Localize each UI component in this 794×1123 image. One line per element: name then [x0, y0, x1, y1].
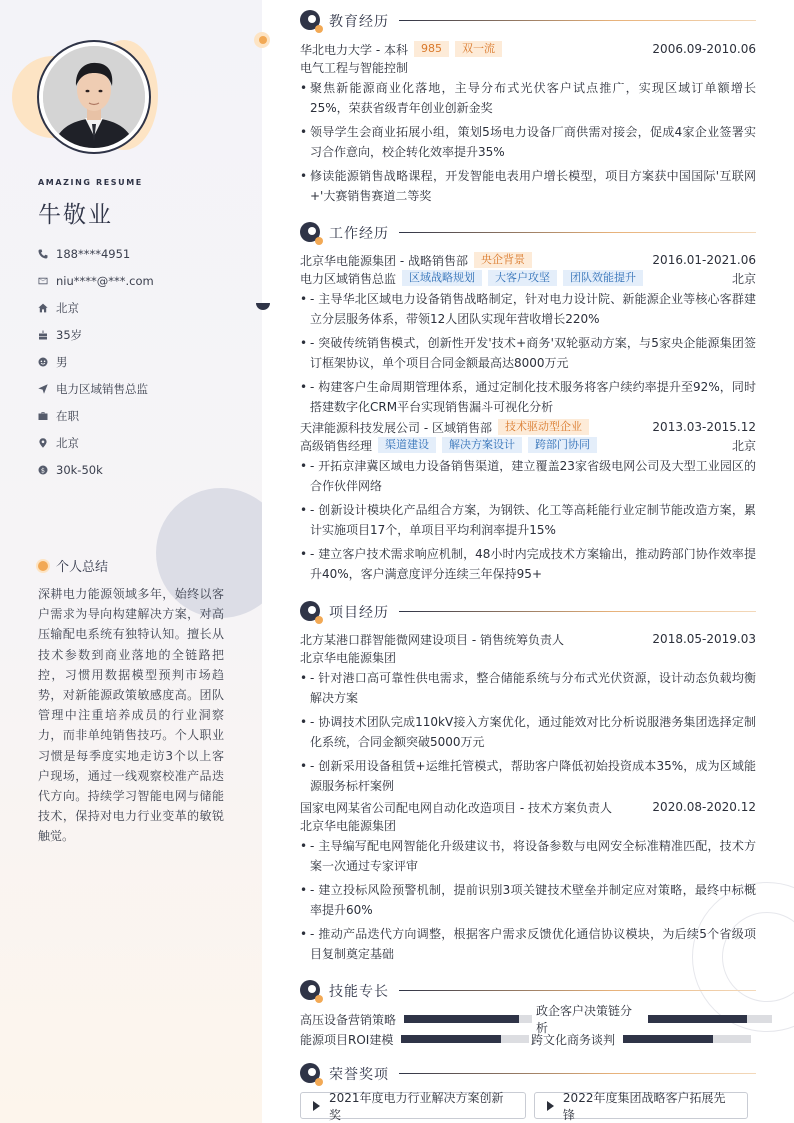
list-item: • - 协调技术团队完成110kV接入方案优化，通过能效对比分析说服港务集团选择定制化系统，合同金额突破5000万元	[300, 712, 756, 752]
list-item: • - 推动产品迭代方向调整，根据客户需求反馈优化通信协议模块，为后续5个省级项目复制奠定基础	[300, 924, 756, 964]
section-divider	[399, 1073, 756, 1074]
work-entry	[300, 251, 756, 421]
skill-name: 政企客户决策链分析	[536, 1004, 633, 1035]
work-company-tag: 央企背景	[474, 252, 532, 268]
section-icon	[300, 222, 321, 243]
info-position	[38, 375, 154, 402]
list-item: • - 建立客户技术需求响应机制，48小时内完成技术方案输出，推动跨部门协作效率提升40%，客户满意度评分连续三年保持95+	[300, 544, 756, 584]
section-work-header	[300, 222, 756, 243]
skill-name: 跨文化商务谈判	[531, 1032, 616, 1047]
work-company: 天津能源科技发展公司 - 区域销售部	[300, 420, 492, 435]
skill-item	[300, 1031, 531, 1048]
list-item: • - 针对港口高可靠性供电需求，整合储能系统与分布式光伏资源，设计动态负载均衡解决方案	[300, 668, 756, 708]
play-icon	[547, 1101, 554, 1111]
project-bullets	[300, 668, 756, 796]
salary-icon	[38, 465, 48, 475]
list-item: • 聚焦新能源商业化落地，主导分布式光伏客户试点推广，实现区域订单额增长25%，荣获省级青年创业创新金奖	[300, 78, 756, 118]
skill-bar-fill	[623, 1035, 713, 1043]
work-company-tag: 技术驱动型企业	[498, 419, 589, 435]
project-title-row	[300, 798, 756, 816]
awards-list	[300, 1090, 756, 1122]
skill-bar-fill	[404, 1015, 519, 1023]
section-icon	[300, 10, 321, 31]
list-item: • - 创新采用设备租赁+运维托管模式，帮助客户降低初始投资成本35%，成为区域能源服务标杆案例	[300, 756, 756, 796]
award-badge	[300, 1090, 526, 1122]
summary-dot-icon	[38, 561, 48, 571]
work-city: 北京	[731, 438, 756, 453]
avatar	[43, 46, 145, 148]
project-title-row	[300, 630, 756, 648]
position-text: 电力区域销售总监	[56, 381, 148, 396]
section-icon	[300, 1063, 321, 1084]
education-tag: 985	[414, 41, 449, 57]
info-email	[38, 267, 154, 294]
work-role-tag: 团队效能提升	[563, 270, 643, 286]
info-phone	[38, 240, 154, 267]
section-skills-header	[300, 980, 756, 1001]
contact-info-list	[38, 240, 154, 483]
education-major: 电气工程与智能控制	[300, 60, 409, 75]
info-gender	[38, 348, 154, 375]
award-text: 2022年度集团战略客户拓展先锋	[562, 1090, 726, 1122]
work-entry	[300, 418, 756, 588]
list-item: • - 突破传统销售模式，创新性开发'技术+商务'双轮驱动方案，与5家央企能源集团签订框架协议，单个项目合同金额最高达8000万元	[300, 333, 756, 373]
project-org: 北京华电能源集团	[300, 818, 397, 833]
work-company: 北京华电能源集团 - 战略销售部	[300, 253, 468, 268]
work-role: 高级销售经理	[300, 438, 373, 453]
work-company-row	[300, 418, 756, 436]
education-date: 2006.09-2010.06	[652, 42, 756, 56]
phone-text: 188****4951	[56, 246, 131, 261]
work-role-tag: 解决方案设计	[442, 437, 522, 453]
education-school-group	[300, 41, 502, 58]
education-tag: 双一流	[455, 41, 502, 57]
summary-header	[38, 556, 108, 575]
salary-text: 30k-50k	[56, 462, 103, 477]
status-text: 在职	[56, 408, 79, 423]
decorative-dot	[254, 32, 270, 48]
work-role-group	[300, 270, 643, 287]
mail-icon	[38, 276, 48, 286]
work-bullets	[300, 456, 756, 584]
work-role-row	[300, 436, 756, 454]
skill-bar-fill	[648, 1015, 747, 1023]
list-item: • - 主导华北区域电力设备销售战略制定，针对电力设计院、新能源企业等核心客群建立分层服务体系，带领12人团队实现年营收增长220%	[300, 289, 756, 329]
skill-name: 能源项目ROI建模	[300, 1032, 394, 1047]
section-divider	[399, 20, 756, 21]
work-date: 2013.03-2015.12	[652, 420, 756, 434]
section-honors-header	[300, 1063, 756, 1084]
work-company-group	[300, 252, 532, 269]
summary-text: 深耕电力能源领域多年，始终以客户需求为导向构建解决方案，对高压输配电系统有独特认知。擅长从技术参数到商业落地的全链路把控，习惯用数据模型预判市场趋势，对新能源政策敏感度高。团队管理中注重培养成员的行业洞察力，而非单纯销售技巧。个人职业习惯是每季度实地走访3个以上客户现场，通过一线观察校准产品迭代方向。持续学习智能电网与储能技术，保持对电力行业变革的敏锐触觉。	[38, 587, 224, 844]
award-text: 2021年度电力行业解决方案创新奖	[329, 1090, 504, 1122]
section-title-honors: 荣誉奖项	[329, 1066, 389, 1083]
send-icon	[38, 384, 48, 394]
work-role-tag: 渠道建设	[378, 437, 436, 453]
location-icon	[38, 438, 48, 448]
project-date: 2018.05-2019.03	[652, 632, 756, 646]
education-row	[300, 40, 756, 58]
section-title-skills: 技能专长	[329, 983, 389, 1000]
info-home	[38, 294, 154, 321]
project-org: 北京华电能源集团	[300, 650, 397, 665]
home-icon	[38, 303, 48, 313]
section-title-education: 教育经历	[329, 13, 389, 30]
list-item: • - 创新设计模块化产品组合方案，为钢铁、化工等高耗能行业定制节能改造方案，累计实施项目17个，单项目平均利润率提升15%	[300, 500, 756, 540]
project-title: 国家电网某省公司配电网自动化改造项目 - 技术方案负责人	[300, 800, 612, 815]
education-entry	[300, 40, 756, 210]
section-title-work: 工作经历	[329, 225, 389, 242]
summary-title: 个人总结	[56, 560, 109, 575]
skill-item	[531, 1031, 767, 1048]
skill-bar-fill	[401, 1035, 501, 1043]
briefcase-icon	[38, 411, 48, 421]
sidebar	[0, 0, 262, 1123]
work-bullets	[300, 289, 756, 417]
skill-item	[300, 1011, 536, 1028]
info-location	[38, 429, 154, 456]
gender-icon	[38, 357, 48, 367]
main-content	[300, 0, 756, 1123]
list-item: • - 建立投标风险预警机制，提前识别3项关键技术壁垒并制定应对策略，最终中标概率提升60%	[300, 880, 756, 920]
project-org-row	[300, 816, 756, 834]
project-bullets	[300, 836, 756, 964]
section-divider	[399, 232, 756, 233]
work-company-group	[300, 419, 589, 436]
info-status	[38, 402, 154, 429]
section-icon	[300, 601, 321, 622]
work-date: 2016.01-2021.06	[652, 253, 756, 267]
project-org-row	[300, 648, 756, 666]
section-title-projects: 项目经历	[329, 604, 389, 621]
work-role-tag: 区域战略规划	[402, 270, 482, 286]
list-item: • 修读能源销售战略课程，开发智能电表用户增长模型，项目方案获中国国际'互联网+'大赛销售赛道二等奖	[300, 166, 756, 206]
section-icon	[300, 980, 321, 1001]
work-company-row	[300, 251, 756, 269]
project-entry	[300, 798, 756, 968]
gender-text: 男	[56, 354, 68, 369]
education-major-row	[300, 58, 756, 76]
section-projects-header	[300, 601, 756, 622]
award-badge	[534, 1090, 748, 1122]
skill-bar	[648, 1015, 772, 1023]
skills-grid	[300, 1004, 780, 1050]
candidate-name: 牛敬业	[38, 202, 113, 228]
list-item: • - 主导编写配电网智能化升级建议书，将设备参数与电网安全标准精准匹配，技术方案一次通过专家评审	[300, 836, 756, 876]
education-school: 华北电力大学 - 本科	[300, 42, 408, 57]
work-role-tag: 大客户攻坚	[488, 270, 557, 286]
list-item: • 领导学生会商业拓展小组，策划5场电力设备厂商供需对接会，促成4家企业签署实习合作意向，校企转化效率提升35%	[300, 122, 756, 162]
work-role-group	[300, 437, 597, 454]
email-text: niu****@***.com	[56, 273, 154, 288]
work-city: 北京	[731, 271, 756, 286]
skill-bar	[404, 1015, 532, 1023]
skill-bar	[623, 1035, 751, 1043]
project-title: 北方某港口群智能微网建设项目 - 销售统筹负责人	[300, 632, 564, 647]
phone-icon	[38, 249, 48, 259]
avatar-photo	[43, 46, 145, 148]
project-entry	[300, 630, 756, 800]
work-role-row	[300, 269, 756, 287]
age-text: 35岁	[56, 327, 83, 342]
skill-bar	[401, 1035, 529, 1043]
info-age	[38, 321, 154, 348]
work-role: 电力区域销售总监	[300, 271, 397, 286]
list-item: • - 开拓京津冀区域电力设备销售渠道，建立覆盖23家省级电网公司及大型工业园区的合作伙伴网络	[300, 456, 756, 496]
section-divider	[399, 990, 756, 991]
education-bullets	[300, 78, 756, 206]
location-text: 北京	[56, 435, 79, 450]
svg-text:$: $	[40, 465, 46, 474]
home-text: 北京	[56, 300, 79, 315]
play-icon	[313, 1101, 320, 1111]
brand-tag: AMAZING RESUME	[38, 178, 143, 187]
skill-row	[300, 1004, 780, 1035]
info-salary	[38, 456, 154, 483]
section-divider	[399, 611, 756, 612]
work-role-tag: 跨部门协同	[528, 437, 597, 453]
skill-name: 高压设备营销策略	[300, 1012, 397, 1027]
section-education-header	[300, 10, 756, 31]
project-date: 2020.08-2020.12	[652, 800, 756, 814]
skill-row	[300, 1030, 780, 1048]
cake-icon	[38, 330, 48, 340]
list-item: • - 构建客户生命周期管理体系，通过定制化技术服务将客户续约率提升至92%，同时搭建数字化CRM平台实现销售漏斗可视化分析	[300, 377, 756, 417]
avatar-frame	[37, 40, 151, 154]
